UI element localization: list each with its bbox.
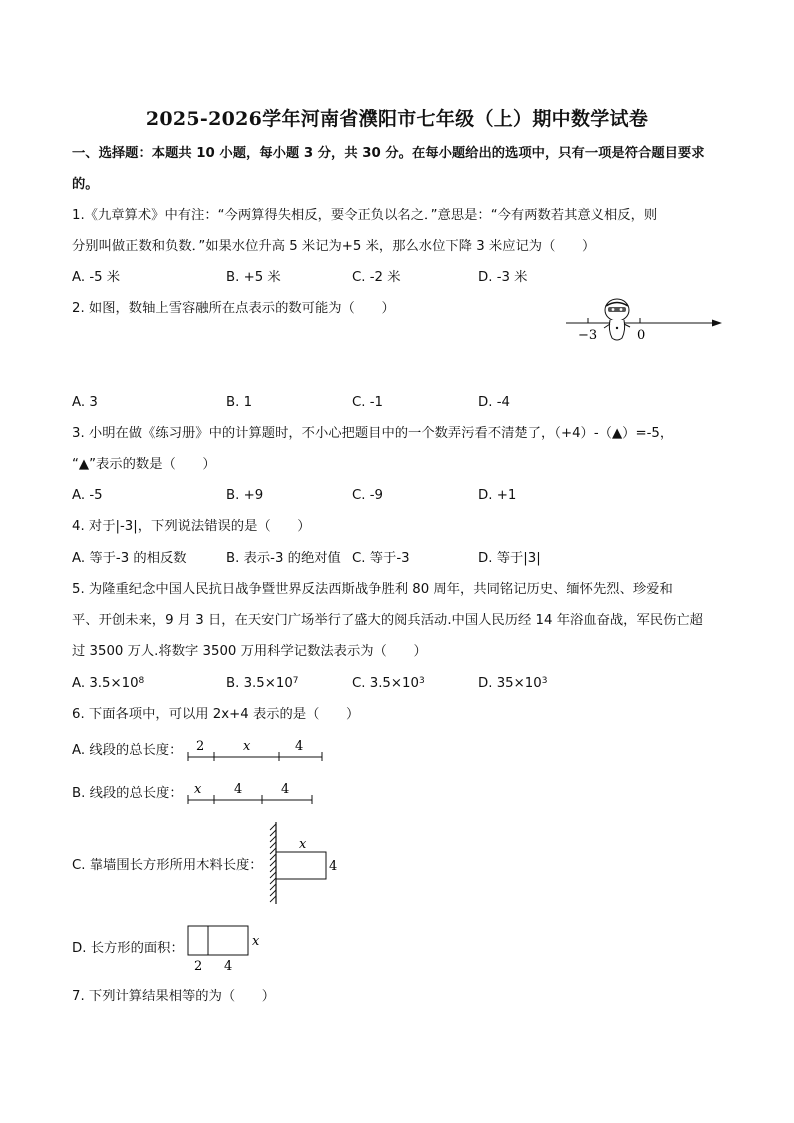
seg-label-x: x — [194, 782, 202, 797]
q5-option-a: A. $3.5\times 10^8$ — [72, 676, 145, 691]
q5-text-cont2: 过 3500 万人.将数字 3500 万用科学记数法表示为（ ） — [72, 644, 427, 659]
q1-option-b: B. +5 米 — [226, 270, 281, 285]
rect-top-label: x — [299, 837, 307, 852]
q3-option-d: D. +1 — [478, 488, 517, 503]
q2-option-c: C. -1 — [352, 395, 383, 410]
q5-text: 5. 为隆重纪念中国人民抗日战争暨世界反法西斯战争胜利 80 周年，共同铭记历史、缅怀先烈、珍爱和 — [72, 582, 673, 597]
section-heading-cont: 的。 — [72, 177, 99, 192]
q3-text: 3. 小明在做《练习册》中的计算题时，不小心把题目中的一个数弄污看不清楚了，（+4）-（▲）=-5， — [72, 426, 674, 441]
q1-option-a: A. -5 米 — [72, 270, 121, 285]
q6-option-c-label: C. 靠墙围长方形所用木料长度： — [72, 858, 263, 873]
q6-text: 6. 下面各项中，可以用 2x+4 表示的是（ ） — [72, 707, 360, 722]
q3-option-b: B. +9 — [226, 488, 264, 503]
q2-option-d: D. -4 — [478, 395, 510, 410]
q5-option-b: B. $3.5\times 10^7$ — [226, 676, 299, 691]
q1-option-d: D. -3 米 — [478, 270, 528, 285]
q2-text: 2. 如图，数轴上雪容融所在点表示的数可能为（ ） — [72, 301, 395, 316]
section-heading: 一、选择题：本题共 10 小题，每小题 3 分，共 30 分。在每小题给出的选项中，只有一项是符合题目要求 — [72, 146, 705, 161]
rect-side-label-x: x — [252, 934, 260, 949]
q7-text: 7. 下列计算结果相等的为（ ） — [72, 989, 276, 1004]
seg-label-4b: 4 — [281, 782, 290, 797]
rect-bottom-label-4: 4 — [224, 959, 233, 974]
q3-option-a: A. -5 — [72, 488, 103, 503]
q6-option-b-figure — [184, 777, 316, 807]
q5-option-d: D. $35\times 10^3$ — [478, 676, 548, 691]
number-line-figure — [560, 296, 730, 350]
tick-label-neg3: −3 — [578, 328, 598, 343]
q5-text-cont: 平、开创未来，9 月 3 日，在天安门广场举行了盛大的阅兵活动.中国人民历经 14 年浴血奋战，军民伤亡超 — [72, 613, 703, 628]
q2-option-a: A. 3 — [72, 395, 98, 410]
seg-label-x: x — [243, 739, 251, 754]
mascot-icon — [604, 299, 630, 340]
q4-option-d: D. 等于|3| — [478, 551, 541, 566]
q6-option-b-label: B. 线段的总长度： — [72, 786, 183, 801]
rect-side-label: 4 — [329, 859, 338, 874]
q6-option-d-label: D. 长方形的面积： — [72, 941, 184, 956]
seg-label-2: 2 — [196, 739, 205, 754]
q6-option-a-figure — [184, 734, 326, 764]
tick-label-0: 0 — [637, 328, 646, 343]
q1-option-c: C. -2 米 — [352, 270, 401, 285]
q3-option-c: C. -9 — [352, 488, 383, 503]
q4-text: 4. 对于|-3|，下列说法错误的是（ ） — [72, 519, 311, 534]
page-title: 2025-2026学年河南省濮阳市七年级（上）期中数学试卷 — [145, 108, 649, 130]
q6-option-d-figure — [184, 920, 268, 974]
seg-label-4a: 4 — [234, 782, 243, 797]
q3-text-cont: “▲”表示的数是（ ） — [72, 457, 216, 472]
q6-option-c-figure — [262, 820, 346, 906]
q2-option-b: B. 1 — [226, 395, 253, 410]
q4-option-a: A. 等于-3 的相反数 — [72, 551, 187, 566]
q1-text: 1.《九章算术》中有注：“今两算得失相反，要令正负以名之．”意思是：“今有两数若其意义相反，则 — [72, 208, 658, 223]
q6-option-a-label: A. 线段的总长度： — [72, 743, 183, 758]
q1-text-cont: 分别叫做正数和负数．”如果水位升高 5 米记为+5 米，那么水位下降 3 米应记为（ ） — [72, 239, 596, 254]
q4-option-c: C. 等于-3 — [352, 551, 410, 566]
q4-option-b: B. 表示-3 的绝对值 — [226, 551, 341, 566]
rect-bottom-label-2: 2 — [194, 959, 203, 974]
seg-label-4: 4 — [295, 739, 304, 754]
q5-option-c: C. $3.5\times 10^3$ — [352, 676, 425, 691]
